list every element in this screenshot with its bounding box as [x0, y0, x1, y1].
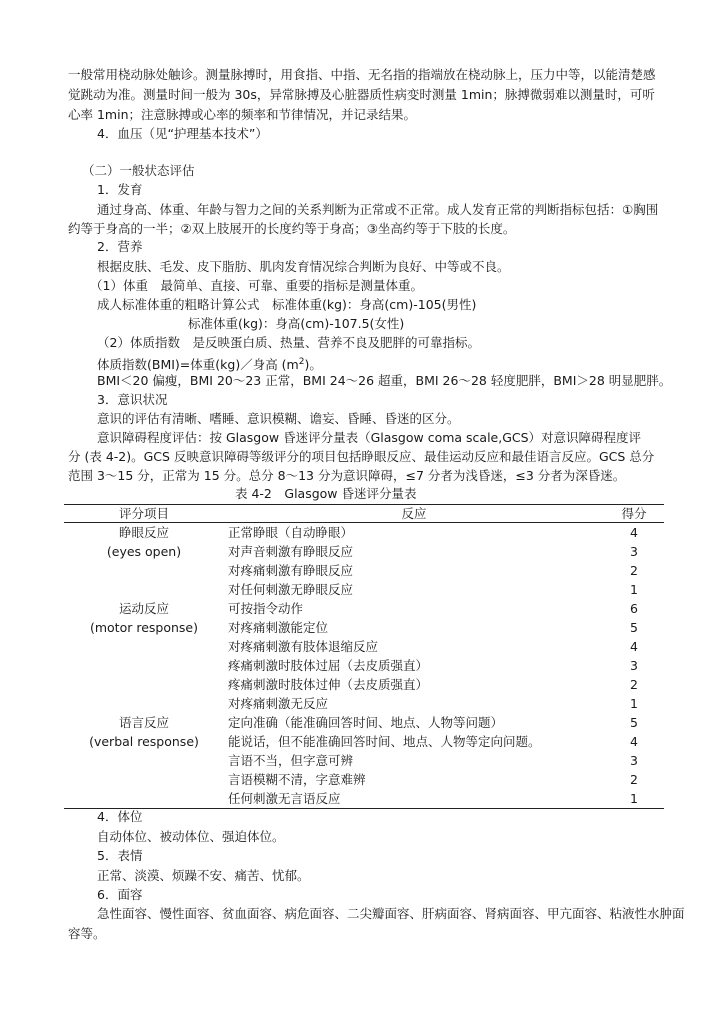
response-cell: 对疼痛刺激有睁眼反应	[228, 563, 354, 578]
heading-facies: 6．面容	[97, 887, 143, 902]
response-cell: 任何刺激无言语反应	[224, 789, 604, 809]
nutrition-line-1: 根据皮肤、毛发、皮下脂肪、肌肉发育情况综合判断为良好、中等或不良。	[97, 259, 510, 274]
standard-weight-male: 成人标准体重的粗略计算公式 标准体重(kg)：身高(cm)-105(男性)	[97, 297, 477, 312]
response-cell: 能说话，但不能准确回答时间、地点、人物等定向问题。	[228, 734, 541, 749]
heading-development: 1．发育	[97, 182, 143, 197]
header-score: 得分	[604, 505, 664, 523]
pulse-paragraph-line-1: 一般常用桡动脉处触诊。测量脉搏时，用食指、中指、无名指的指端放在桡动脉上，压力中等，以能清楚感	[68, 67, 656, 82]
score-cell: 1	[630, 582, 638, 597]
table-row	[64, 637, 664, 656]
response-cell: 言语模糊不清，字意难辨	[228, 772, 366, 787]
facies-line-1: 急性面容、慢性面容、贫血面容、病危面容、二尖瓣面容、肝病面容、肾病面容、甲亢面容、粘液性水肿面	[97, 906, 685, 921]
score-cell: 6	[630, 601, 638, 616]
table-row	[64, 770, 664, 789]
score-cell: 1	[604, 789, 664, 809]
response-cell: 对疼痛刺激有肢体退缩反应	[228, 639, 379, 654]
consciousness-line-1: 意识的评估有清晰、嗜睡、意识模糊、谵妄、昏睡、昏迷的区分。	[97, 411, 460, 426]
response-cell: 定向准确（能准确回答时间、地点、人物等问题）	[228, 715, 504, 730]
score-cell: 4	[630, 639, 638, 654]
response-cell: 正常睁眼（自动睁眼）	[228, 525, 354, 540]
response-cell: 言语不当，但字意可辨	[228, 753, 354, 768]
bmi-formula-superscript: 2	[298, 357, 305, 367]
score-cell: 3	[630, 544, 638, 559]
category-eyes-open: 睁眼反应	[118, 525, 169, 540]
score-cell: 5	[630, 620, 638, 635]
score-cell: 2	[630, 563, 638, 578]
pulse-paragraph-line-2: 觉跳动为准。测量时间一般为 30s，异常脉搏及心脏器质性病变时测量 1min；脉搏微弱难以测量时，可听	[68, 87, 655, 102]
score-cell: 2	[630, 772, 638, 787]
development-line-2: 约等于身高的一半；②双上肢展开的长度约等于身高；③坐高约等于下肢的长度。	[68, 221, 516, 236]
category-verbal-response-en: (verbal response)	[89, 734, 199, 749]
response-cell: 疼痛刺激时肢体过屈（去皮质强直）	[228, 658, 429, 673]
score-cell: 1	[630, 696, 638, 711]
category-eyes-open-en: (eyes open)	[106, 544, 182, 559]
consciousness-line-3: 分 (表 4-2)。GCS 反映意识障碍等级评分的项目包括睁眼反应、最佳运动反应和最佳语言反应。GCS 总分	[68, 449, 655, 464]
header-response: 反应	[224, 505, 604, 523]
table-row	[64, 561, 664, 580]
response-cell: 对疼痛刺激无反应	[228, 696, 329, 711]
facies-line-2: 容等。	[68, 926, 106, 941]
score-cell: 2	[630, 677, 638, 692]
table-caption: 表 4-2 Glasgow 昏迷评分量表	[235, 486, 417, 501]
category-motor-response-en: (motor response)	[89, 620, 198, 635]
pulse-paragraph-line-3: 心率 1min；注意脉搏或心率的频率和节律情况，并记录结果。	[68, 107, 416, 122]
score-cell: 4	[630, 734, 638, 749]
table-row	[64, 694, 664, 713]
expression-line: 正常、淡漠、烦躁不安、痛苦、忧郁。	[97, 868, 310, 883]
response-cell: 对声音刺激有睁眼反应	[228, 544, 354, 559]
nutrition-line-2: （1）体重 最简单、直接、可靠、重要的指标是测量体重。	[90, 278, 423, 293]
header-item: 评分项目	[64, 505, 224, 523]
category-verbal-response: 语言反应	[118, 715, 169, 730]
response-cell: 可按指令动作	[228, 601, 304, 616]
standard-weight-female: 标准体重(kg)：身高(cm)-107.5(女性)	[188, 316, 405, 331]
table-row	[64, 675, 664, 694]
response-cell: 对疼痛刺激能定位	[228, 620, 329, 635]
score-cell: 3	[630, 658, 638, 673]
development-line-1: 通过身高、体重、年龄与智力之间的关系判断为正常或不正常。成人发育正常的判断指标包括：①胸围	[97, 202, 659, 217]
score-cell: 3	[630, 753, 638, 768]
heading-consciousness: 3．意识状况	[97, 392, 168, 407]
item-blood-pressure: 4．血压（见“护理基本技术”）	[97, 126, 268, 141]
position-line: 自动体位、被动体位、强迫体位。	[97, 829, 285, 844]
consciousness-line-2: 意识障碍程度评估：按 Glasgow 昏迷评分量表（Glasgow coma scale,GCS）对意识障碍程度评	[97, 430, 642, 445]
bmi-formula-end: )。	[304, 357, 322, 373]
heading-nutrition: 2．营养	[97, 239, 143, 254]
section-heading-general-status: （二）一般状态评估	[82, 163, 195, 178]
heading-expression: 5．表情	[97, 848, 143, 863]
bmi-formula	[97, 353, 322, 374]
table-row	[64, 789, 664, 809]
consciousness-line-4: 范围 3～15 分，正常为 15 分。总分 8～13 分为意识障碍，≤7 分者为浅昏迷，≤3 分者为深昏迷。	[68, 468, 626, 483]
bmi-formula-text: 体质指数(BMI)=体重(kg)／身高 (m	[97, 357, 299, 373]
nutrition-line-bmi-intro: （2）体质指数 是反映蛋白质、热量、营养不良及肥胖的可靠指标。	[97, 335, 480, 350]
response-cell: 疼痛刺激时肢体过伸（去皮质强直）	[228, 677, 429, 692]
table-row	[64, 751, 664, 770]
heading-position: 4．体位	[97, 809, 143, 824]
table-row	[64, 580, 664, 599]
bmi-ranges: BMI＜20 偏瘦，BMI 20～23 正常，BMI 24～26 超重，BMI 26～28 轻度肥胖，BMI＞28 明显肥胖。	[97, 373, 672, 388]
table-header-row	[64, 505, 664, 523]
score-cell: 4	[630, 525, 638, 540]
response-cell: 对任何刺激无睁眼反应	[228, 582, 354, 597]
category-motor-response: 运动反应	[118, 601, 169, 616]
score-cell: 5	[630, 715, 638, 730]
table-row	[64, 656, 664, 675]
